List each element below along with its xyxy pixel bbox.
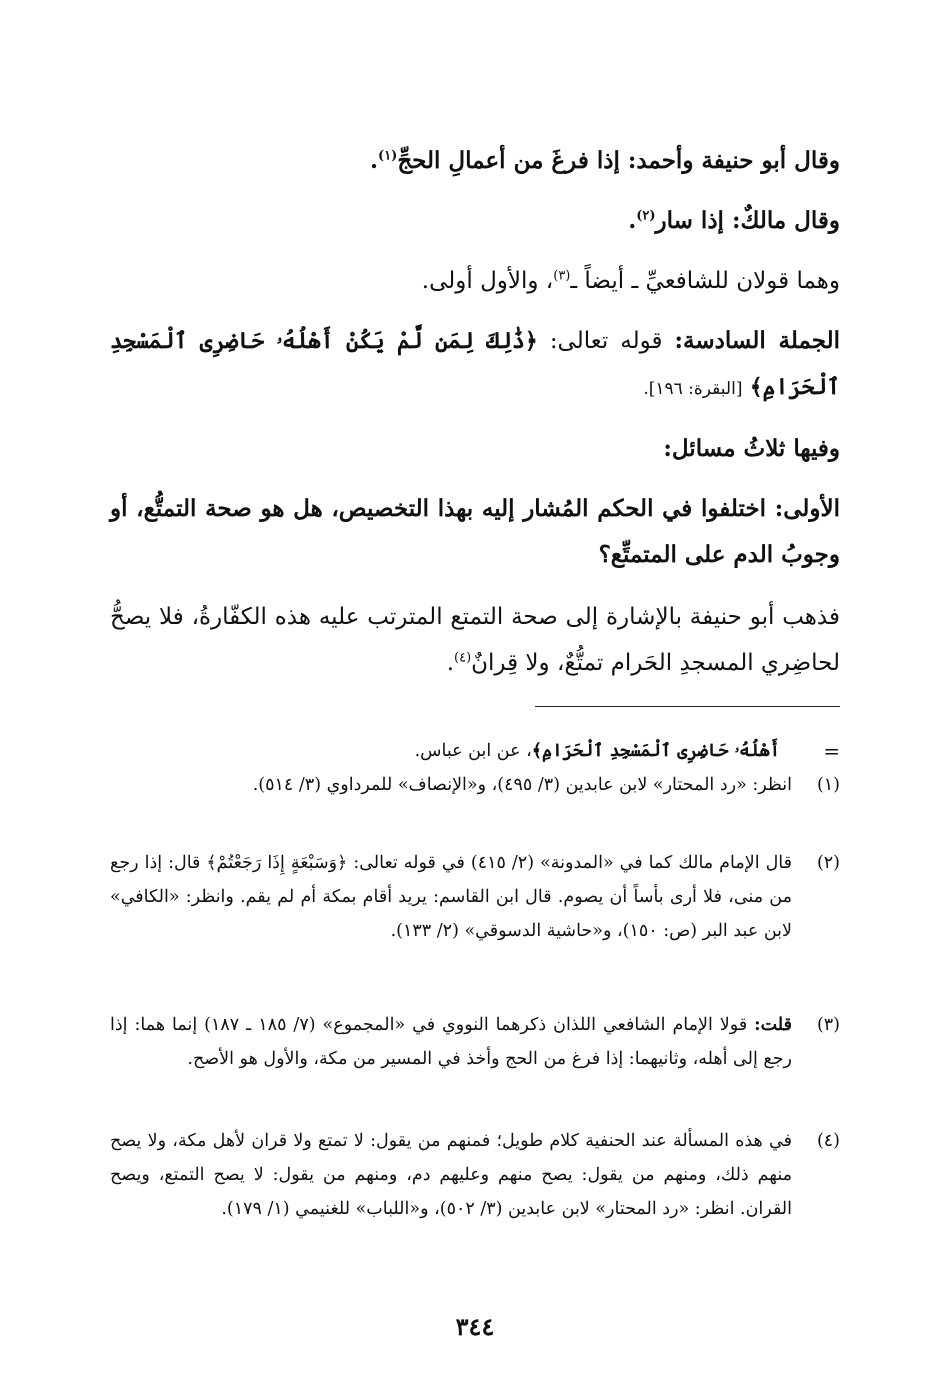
footnote-ref-4: (٤) [454, 650, 472, 666]
footnote-continuation [110, 734, 840, 768]
paragraph-sixth-sentence [110, 318, 840, 412]
paragraph-text: وقال مالكٌ: إذا سار [655, 207, 840, 234]
page [110, 0, 840, 1378]
paragraph-abu-hanifa-opinion [110, 594, 840, 686]
quran-verse: ﴿ذَٰلِكَ لِمَن لَّمْ يَكُنْ أَهْلُهُۥ حَاضِرِى ٱلْمَسْجِدِ ٱلْحَرَامِ﴾ [110, 328, 840, 400]
paragraph-shafii [110, 258, 840, 304]
paragraph-end: . [628, 207, 637, 234]
footnote-ref-1: (١) [378, 148, 398, 164]
footnote-text: في هذه المسألة عند الحنفية كلام طويل؛ فمنهم من يقول: لا تمتع ولا قران لأهل مكة، ولا يصح منهم ذلك، ومنهم من يقول: يصح منهم وعليهم دم، ومنهم من يقول: لا يصح التمتع، ويصح القران. انظر: «رد المحتار» لابن عابدين (٣/ ٥٠٢)، و«اللباب» للغنيمي (١/ ١٧٩). [110, 1131, 792, 1219]
paragraph-end: . [446, 650, 455, 676]
paragraph-first-issue [110, 486, 840, 578]
paragraph-text: فذهب أبو حنيفة بالإشارة إلى صحة التمتع المترتب عليه هذه الكفّارةُ، فلا يصحُّ لحاضِري المسجدِ الحَرام تمتُّعٌ، ولا قِرانٌ [110, 604, 840, 676]
quran-verse: أَهْلُهُۥ حَاضِرِى ٱلْمَسْجِدِ ٱلْحَرَامِ﴾ [531, 741, 780, 761]
paragraph-text: الأولى: اختلفوا في الحكم المُشار إليه بهذا التخصيص، هل هو صحة التمتُّع، أو وجوبُ الدم على المتمتِّع؟ [110, 495, 840, 568]
footnote-text: قولا الإمام الشافعي اللذان ذكرهما النووي في «المجموع» (٧/ ١٨٥ ـ ١٨٧) إنما هما: إذا رجع إلى أهله، وثانيهما: إذا فرغ من الحج وأخذ في المسير من مكة، والأول هو الأصح. [110, 1015, 792, 1069]
footnote-number: (٤) [816, 1131, 840, 1151]
paragraph-end: ، والأول أولى. [421, 268, 554, 294]
footnote-2 [110, 846, 840, 948]
page-number: ٣٤٤ [455, 1312, 495, 1341]
footnote-ref-2: (٢) [636, 208, 656, 224]
footnote-3 [110, 1008, 840, 1076]
footnote-4 [110, 1124, 840, 1226]
footnote-1 [110, 768, 840, 802]
footnote-ref-3: (٣) [553, 268, 571, 284]
footnote-text: قال الإمام مالك كما في «المدونة» (٢/ ٤١٥) في قوله تعالى: ﴿وَسَبْعَةٍ إِذَا رَجَعْتُمْ﴾ قال: إذا رجع من منى، فلا أرى بأساً أن يصوم. قال ابن القاسم: يريد أقام بمكة أم لم يقم. وانظر: «الكافي» لابن عبد البر (ص: ١٥٠)، و«حاشية الدسوقي» (٢/ ١٣٣). [110, 853, 792, 941]
verse-reference: [البقرة: ١٩٦]. [643, 379, 743, 399]
footnote-text: انظر: «رد المحتار» لابن عابدين (٣/ ٤٩٥)، و«الإنصاف» للمرداوي (٣/ ٥١٤). [252, 775, 792, 795]
paragraph-text: وهما قولان للشافعيِّ ـ أيضاً ـ [570, 268, 840, 294]
paragraph-end: . [370, 147, 379, 174]
footnote-label: قلت: [754, 1015, 792, 1035]
footnote-text: ، عن ابن عباس. [414, 741, 532, 761]
footnote-number: (٣) [816, 1015, 840, 1035]
paragraph-malik [110, 198, 840, 244]
paragraph-text: قوله تعالى: [549, 328, 663, 354]
paragraph-text: وقال أبو حنيفة وأحمد: إذا فرغَ من أعمالِ الحجِّ [397, 147, 840, 174]
continuation-mark: = [823, 739, 840, 763]
footnote-number: (٢) [816, 853, 840, 873]
paragraph-abu-hanifa [110, 138, 840, 184]
paragraph-text: وفيها ثلاثُ مسائل: [663, 435, 840, 462]
paragraph-three-issues [110, 426, 840, 472]
section-label: الجملة السادسة: [674, 327, 840, 354]
footnote-number: (١) [816, 775, 840, 795]
footnote-divider [535, 706, 840, 707]
